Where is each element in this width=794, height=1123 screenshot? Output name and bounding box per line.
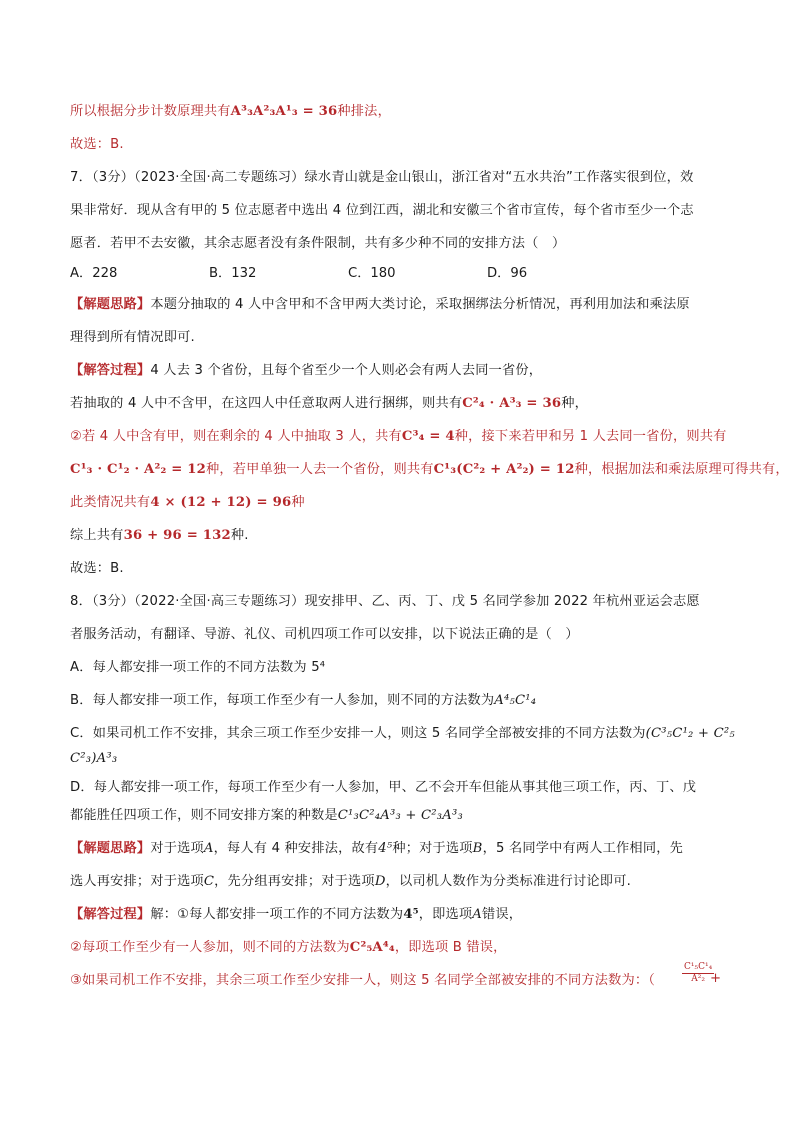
answer-6: 故选：B. — [70, 137, 124, 152]
q8-idea-line-1 — [70, 839, 683, 859]
text: 都能胜任四项工作，则不同安排方案的种数是 — [70, 808, 338, 823]
q7-proc-line-5 — [70, 493, 305, 513]
text: 此类情况共有 — [70, 495, 151, 510]
text: 解：①每人都安排一项工作的不同方法数为 — [150, 907, 404, 922]
text: 种， — [561, 396, 589, 411]
idea-tag: 【解题思路】 — [70, 297, 151, 312]
text: 4 人去 3 个省份，且每个省至少一个人则必会有两人去同一省份， — [150, 363, 543, 378]
q7-stem-line-1: 7．（3分）（2023·全国·高二专题练习）绿水青山就是金山银山，浙江省对“五水共治”工作落实很到位，效 — [70, 170, 694, 185]
q7-proc-line-1 — [70, 361, 542, 381]
q7-proc-line-3 — [70, 427, 727, 447]
idea-tag: 【解题思路】 — [70, 841, 151, 856]
math-formula: 4 × (12 + 12) = 96 — [150, 495, 292, 510]
math-formula: C²₅A⁴₄ — [349, 940, 395, 955]
text: 种，若甲单独一人去一个省份，则共有 — [206, 462, 434, 477]
math-var: D — [374, 874, 386, 889]
q8-option-b — [70, 691, 536, 711]
q8-option-d-line-2 — [70, 806, 463, 826]
q8-option-a: A．每人都安排一项工作的不同方法数为 5⁴ — [70, 660, 326, 675]
math-formula: 36 + 96 = 132 — [123, 528, 231, 543]
q8-proc-line-1 — [70, 905, 522, 925]
text: 错误， — [481, 907, 523, 922]
math-var: A — [203, 841, 214, 856]
math-formula: 4⁵ — [403, 907, 419, 922]
text: 种，根据加法和乘法原理可得共有， — [574, 462, 789, 477]
text: 选人再安排；对于选项 — [70, 874, 204, 889]
math-var: C — [203, 874, 215, 889]
process-tag: 【解答过程】 — [70, 907, 151, 922]
answer-7: 故选：B. — [70, 561, 124, 576]
q7-proc-line-6 — [70, 526, 249, 546]
q8-idea-line-2 — [70, 872, 631, 892]
text: 若抽取的 4 人中不含甲，在这四人中任意取两人进行捆绑，则共有 — [70, 396, 463, 411]
q8-stem-line-1: 8．（3分）（2022·全国·高三专题练习）现安排甲、乙、丙、丁、戊 5 名同学参加 2022 年杭州亚运会志愿 — [70, 594, 700, 609]
q8-proc-plus: + — [710, 971, 722, 986]
text: 对于选项 — [150, 841, 204, 856]
q7-option-b: B．132 — [209, 266, 257, 281]
line-conclusion-6 — [70, 102, 391, 122]
q7-proc-line-2 — [70, 394, 588, 414]
q8-proc-line-3 — [70, 971, 655, 991]
q7-option-c: C．180 — [348, 266, 396, 281]
q7-idea-line-1 — [70, 295, 690, 315]
text: 种；对于选项 — [392, 841, 473, 856]
q8-proc-line-2 — [70, 938, 507, 958]
q8-option-c-line-1 — [70, 724, 735, 744]
math-var: A — [472, 907, 482, 922]
q7-stem-line-2: 果非常好．现从含有甲的 5 位志愿者中选出 4 位到江西，湖北和安徽三个省市宣传，每个省市至少一个志 — [70, 203, 694, 218]
text: 种. — [230, 528, 249, 543]
text: ③如果司机工作不安排，其余三项工作至少安排一人，则这 5 名同学全部被安排的不同方法数为：（ — [70, 973, 656, 988]
process-tag: 【解答过程】 — [70, 363, 151, 378]
fraction-denominator: A²₂ — [691, 974, 705, 984]
text: 本题分抽取的 4 人中含甲和不含甲两大类讨论，采取捆绑法分析情况，再利用加法和乘法原 — [150, 297, 690, 312]
text: ，每人有 4 种安排法，故有 — [213, 841, 379, 856]
math-formula: C³₄ = 4 — [401, 429, 455, 444]
math-formula: C¹₃C²₄A³₃ + C²₃A³₃ — [337, 808, 463, 823]
q7-option-a: A．228 — [70, 266, 118, 281]
math-formula: A³₃A²₃A¹₃ = 36 — [230, 104, 338, 119]
q7-stem-line-3: 愿者．若甲不去安徽，其余志愿者没有条件限制，共有多少种不同的安排方法（ ） — [70, 236, 566, 251]
math-var: B — [472, 841, 483, 856]
math-formula: 4⁵ — [378, 841, 393, 856]
text: 综上共有 — [70, 528, 124, 543]
text: 种，接下来若甲和另 1 人去同一省份，则共有 — [454, 429, 727, 444]
q8-option-c-line-2: C²₃)A³₃ — [70, 751, 118, 766]
math-formula: C¹₃ · C¹₂ · A²₂ = 12 — [70, 462, 207, 477]
text: ，以司机人数作为分类标准进行讨论即可. — [385, 874, 631, 889]
text: ，即选项 — [418, 907, 473, 922]
q8-option-d-line-1: D．每人都安排一项工作，每项工作至少有一人参加，甲、乙不会开车但能从事其他三项工作，丙、丁、戊 — [70, 780, 697, 795]
q7-idea-line-2: 理得到所有情况即可. — [70, 330, 195, 345]
text: 种 — [291, 495, 305, 510]
q7-proc-line-4 — [70, 460, 789, 480]
text: ②每项工作至少有一人参加，则不同的方法数为 — [70, 940, 350, 955]
math-formula: (C³₅C¹₂ + C²₅ — [645, 726, 735, 741]
fraction-numerator: C¹₅C¹₄ — [684, 962, 713, 972]
q7-option-d: D．96 — [487, 266, 528, 281]
text: ，5 名同学中有两人工作相同，先 — [482, 841, 683, 856]
text: B．每人都安排一项工作，每项工作至少有一人参加，则不同的方法数为 — [70, 693, 495, 708]
q8-stem-line-2: 者服务活动，有翻译、导游、礼仪、司机四项工作可以安排，以下说法正确的是（ ） — [70, 627, 579, 642]
math-formula: C¹₃(C²₂ + A²₂) = 12 — [433, 462, 575, 477]
text: C．如果司机工作不安排，其余三项工作至少安排一人，则这 5 名同学全部被安排的不同方法数为 — [70, 726, 646, 741]
math-formula: A⁴₅C¹₄ — [494, 693, 537, 708]
text: 所以根据分步计数原理共有 — [70, 104, 231, 119]
text: 种排法， — [337, 104, 391, 119]
text: ②若 4 人中含有甲，则在剩余的 4 人中抽取 3 人，共有 — [70, 429, 402, 444]
text: ，即选项 B 错误， — [394, 940, 507, 955]
math-formula: C²₄ · A³₃ = 36 — [462, 396, 562, 411]
text: ，先分组再安排；对于选项 — [214, 874, 375, 889]
